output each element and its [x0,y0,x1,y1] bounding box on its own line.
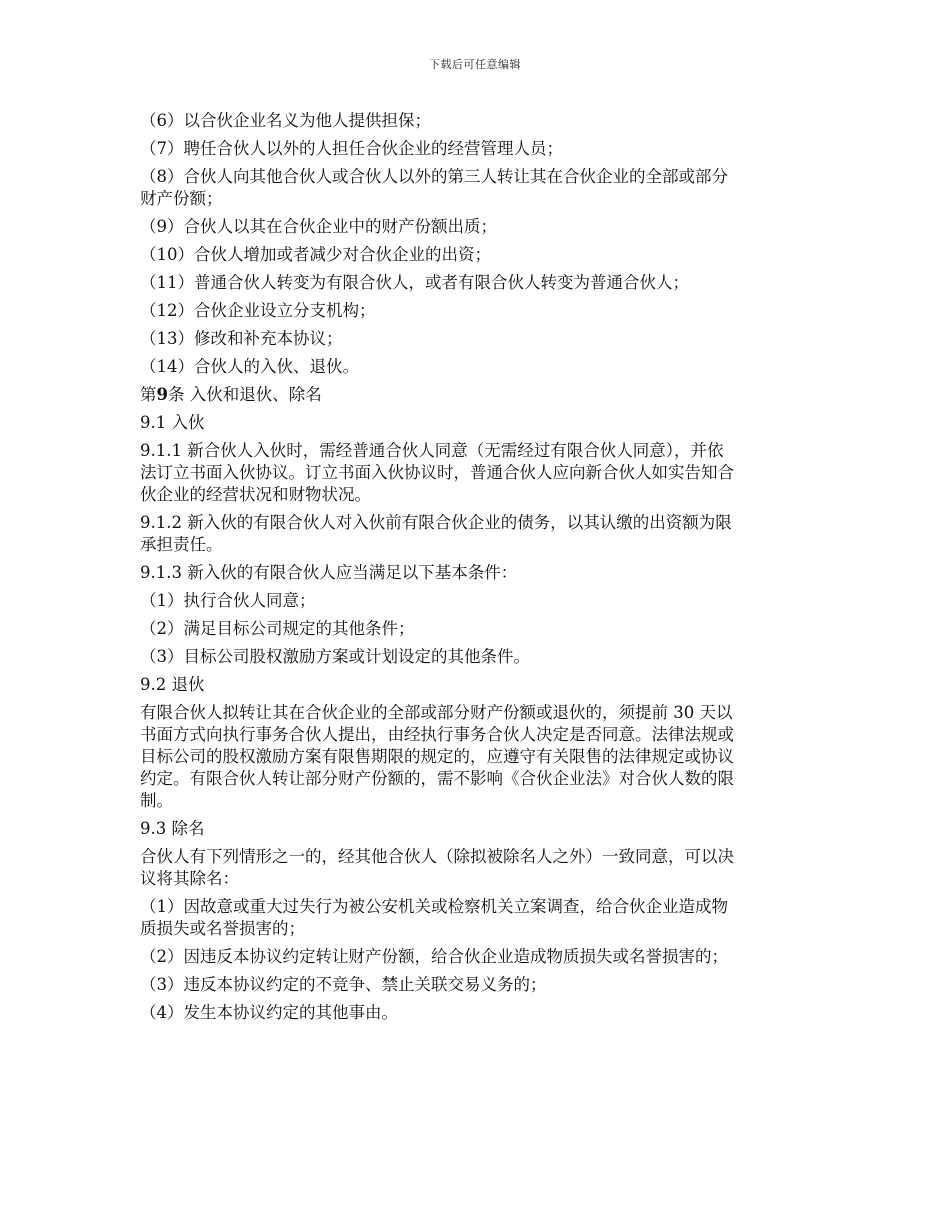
text-line: 约定。有限合伙人转让部分财产份额的，需不影响《合伙企业法》对合伙人数的限 [140,769,734,788]
list-item: （1）执行合伙人同意； [140,591,316,610]
text-line: 目标公司的股权激励方案有限售期限的规定的，应遵守有关限售的法律规定或协议 [140,747,734,766]
article-heading [140,384,815,406]
article-number: 9 [156,385,168,404]
section-heading-9-3: 9.3 除名 [140,819,205,838]
list-item: （2）满足目标公司规定的其他条件； [140,619,415,638]
section-heading-9-2: 9.2 退伙 [140,675,205,694]
list-item: （11）普通合伙人转变为有限合伙人，或者有限合伙人转变为普通合伙人； [140,273,689,292]
text-line: 质损失或名誉损害的； [140,919,305,938]
text-line: 财产份额； [140,189,223,208]
text-line: 有限合伙人拟转让其在合伙企业的全部或部分财产份额或退伙的，须提前 30 天以 [140,703,733,722]
article-title: 条 入伙和退伙、除名 [167,385,322,404]
document-body [140,110,815,1030]
clause-9-3-intro [140,846,815,890]
text-line: （1）因故意或重大过失行为被公安机关或检察机关立案调查，给合伙企业造成物 [140,897,728,916]
text-line: 法订立书面入伙协议。订立书面入伙协议时，普通合伙人应向新合伙人如实告知合 [140,463,734,482]
clause-9-1-3: 9.1.3 新入伙的有限合伙人应当满足以下基本条件： [140,563,518,582]
clause-9-1-1 [140,440,815,506]
clause-9-2-body [140,702,815,812]
clause-9-1-2 [140,512,815,556]
list-item: （3）目标公司股权激励方案或计划设定的其他条件。 [140,647,530,666]
text-line: 9.1.2 新入伙的有限合伙人对入伙前有限合伙企业的债务，以其认缴的出资额为限 [140,513,732,532]
list-item: （3）违反本协议约定的不竞争、禁止关联交易义务的； [140,975,547,994]
text-line: 制。 [140,791,173,810]
list-item-8 [140,166,815,210]
list-item: （7）聘任合伙人以外的人担任合伙企业的经营管理人员； [140,139,563,158]
text-line: 承担责任。 [140,535,223,554]
section-heading-9-1: 9.1 入伙 [140,413,205,432]
list-item: （13）修改和补充本协议； [140,329,343,348]
list-item: （14）合伙人的入伙、退伙。 [140,357,359,376]
text-line: 书面方式向执行事务合伙人提出，由经执行事务合伙人决定是否同意。法律法规或 [140,725,734,744]
list-item: （2）因违反本协议约定转让财产份额，给合伙企业造成物质损失或名誉损害的； [140,947,728,966]
text-line: 伙企业的经营状况和财物状况。 [140,485,371,504]
text-line: 议将其除名： [140,869,239,888]
text-line: 9.1.1 新合伙人入伙时，需经普通合伙人同意（无需经过有限合伙人同意），并依 [140,441,724,460]
list-item [140,896,815,940]
list-item: （12）合伙企业设立分支机构； [140,301,376,320]
text-line: 合伙人有下列情形之一的，经其他合伙人（除拟被除名人之外）一致同意，可以决 [140,847,734,866]
list-item: （6）以合伙企业名义为他人提供担保； [140,111,431,130]
page-header: 下载后可任意编辑 [429,58,521,71]
list-item: （4）发生本协议约定的其他事由。 [140,1003,398,1022]
list-item: （9）合伙人以其在合伙企业中的财产份额出质； [140,217,497,236]
list-item: （10）合伙人增加或者减少对合伙企业的出资； [140,245,491,264]
article-prefix: 第 [140,385,157,404]
text-line: （8）合伙人向其他合伙人或合伙人以外的第三人转让其在合伙企业的全部或部分 [140,167,728,186]
